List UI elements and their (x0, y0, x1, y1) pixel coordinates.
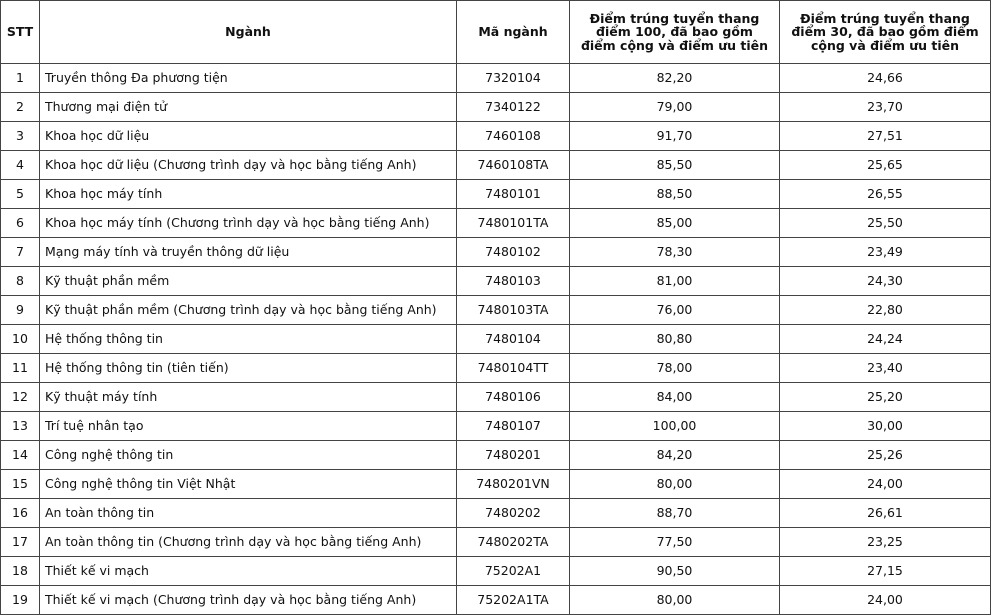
cell-major-code: 7480202TA (457, 528, 570, 557)
table-row (1, 238, 991, 267)
cell-score-30: 23,49 (780, 238, 991, 267)
cell-stt: 2 (1, 93, 40, 122)
cell-score-100: 82,20 (570, 64, 780, 93)
cell-score-100: 76,00 (570, 296, 780, 325)
cell-stt: 19 (1, 586, 40, 615)
cell-major-code: 7480201VN (457, 470, 570, 499)
cell-score-30: 25,50 (780, 209, 991, 238)
cell-major-name: Hệ thống thông tin (40, 325, 457, 354)
cell-stt: 17 (1, 528, 40, 557)
cell-major-name: Khoa học dữ liệu (40, 122, 457, 151)
cell-score-30: 26,55 (780, 180, 991, 209)
cell-major-code: 7480201 (457, 441, 570, 470)
table-row (1, 267, 991, 296)
table-row (1, 499, 991, 528)
cell-stt: 5 (1, 180, 40, 209)
table-row (1, 383, 991, 412)
table-row (1, 441, 991, 470)
cell-score-30: 30,00 (780, 412, 991, 441)
cell-major-name: Công nghệ thông tin (40, 441, 457, 470)
table-row (1, 180, 991, 209)
cell-major-name: Mạng máy tính và truyền thông dữ liệu (40, 238, 457, 267)
table-row (1, 557, 991, 586)
cell-score-100: 84,00 (570, 383, 780, 412)
cell-major-name: Thiết kế vi mạch (40, 557, 457, 586)
cell-score-100: 79,00 (570, 93, 780, 122)
cell-score-30: 23,70 (780, 93, 991, 122)
cell-stt: 10 (1, 325, 40, 354)
cell-stt: 3 (1, 122, 40, 151)
cell-score-30: 25,26 (780, 441, 991, 470)
header-score-30: Điểm trúng tuyển thang điểm 30, đã bao gồm điểm cộng và điểm ưu tiên (780, 1, 991, 64)
cell-score-100: 78,00 (570, 354, 780, 383)
cell-stt: 9 (1, 296, 40, 325)
table-row (1, 586, 991, 615)
table-row (1, 209, 991, 238)
header-code: Mã ngành (457, 1, 570, 64)
cell-score-30: 24,24 (780, 325, 991, 354)
cell-score-30: 24,30 (780, 267, 991, 296)
cell-major-code: 75202A1 (457, 557, 570, 586)
header-stt: STT (1, 1, 40, 64)
cell-score-100: 84,20 (570, 441, 780, 470)
cell-major-code: 7320104 (457, 64, 570, 93)
table-row (1, 354, 991, 383)
cell-major-code: 7480202 (457, 499, 570, 528)
cell-major-name: Thiết kế vi mạch (Chương trình dạy và học bằng tiếng Anh) (40, 586, 457, 615)
cell-stt: 12 (1, 383, 40, 412)
cell-major-name: Hệ thống thông tin (tiên tiến) (40, 354, 457, 383)
cell-stt: 6 (1, 209, 40, 238)
table-row (1, 412, 991, 441)
cell-major-name: An toàn thông tin (40, 499, 457, 528)
cell-score-30: 24,00 (780, 470, 991, 499)
table-row (1, 64, 991, 93)
cell-major-code: 7480101TA (457, 209, 570, 238)
cell-major-name: Kỹ thuật phần mềm (40, 267, 457, 296)
cell-major-name: Kỹ thuật máy tính (40, 383, 457, 412)
table-row (1, 151, 991, 180)
cell-major-name: Khoa học máy tính (Chương trình dạy và học bằng tiếng Anh) (40, 209, 457, 238)
cell-score-100: 100,00 (570, 412, 780, 441)
cell-major-code: 75202A1TA (457, 586, 570, 615)
cell-score-100: 85,00 (570, 209, 780, 238)
cell-score-30: 27,51 (780, 122, 991, 151)
cell-major-code: 7480102 (457, 238, 570, 267)
cell-score-100: 88,50 (570, 180, 780, 209)
header-name: Ngành (40, 1, 457, 64)
cell-score-100: 77,50 (570, 528, 780, 557)
cell-score-100: 81,00 (570, 267, 780, 296)
cell-score-100: 80,00 (570, 586, 780, 615)
cell-major-name: Thương mại điện tử (40, 93, 457, 122)
cell-major-code: 7340122 (457, 93, 570, 122)
cell-major-code: 7460108TA (457, 151, 570, 180)
cell-major-code: 7480103 (457, 267, 570, 296)
cell-major-name: An toàn thông tin (Chương trình dạy và học bằng tiếng Anh) (40, 528, 457, 557)
cell-score-100: 78,30 (570, 238, 780, 267)
cell-score-30: 23,40 (780, 354, 991, 383)
table-row (1, 325, 991, 354)
cell-major-code: 7480104 (457, 325, 570, 354)
cell-major-name: Trí tuệ nhân tạo (40, 412, 457, 441)
cell-stt: 18 (1, 557, 40, 586)
cell-stt: 7 (1, 238, 40, 267)
cell-stt: 15 (1, 470, 40, 499)
cell-score-100: 88,70 (570, 499, 780, 528)
cell-score-100: 91,70 (570, 122, 780, 151)
table-row (1, 528, 991, 557)
cell-major-code: 7480101 (457, 180, 570, 209)
cell-score-100: 85,50 (570, 151, 780, 180)
cell-major-name: Khoa học dữ liệu (Chương trình dạy và học bằng tiếng Anh) (40, 151, 457, 180)
table-row (1, 122, 991, 151)
cell-score-30: 22,80 (780, 296, 991, 325)
cell-stt: 13 (1, 412, 40, 441)
cell-score-100: 90,50 (570, 557, 780, 586)
cell-major-name: Khoa học máy tính (40, 180, 457, 209)
table-row (1, 93, 991, 122)
table-header-row (1, 1, 991, 64)
cell-major-name: Truyền thông Đa phương tiện (40, 64, 457, 93)
cell-major-code: 7480103TA (457, 296, 570, 325)
cell-major-code: 7480104TT (457, 354, 570, 383)
cell-score-30: 23,25 (780, 528, 991, 557)
cell-major-name: Kỹ thuật phần mềm (Chương trình dạy và học bằng tiếng Anh) (40, 296, 457, 325)
cell-major-name: Công nghệ thông tin Việt Nhật (40, 470, 457, 499)
table-row (1, 296, 991, 325)
cell-stt: 11 (1, 354, 40, 383)
cell-score-30: 27,15 (780, 557, 991, 586)
cell-stt: 16 (1, 499, 40, 528)
cell-score-100: 80,00 (570, 470, 780, 499)
table-row (1, 470, 991, 499)
cell-stt: 8 (1, 267, 40, 296)
cell-major-code: 7480106 (457, 383, 570, 412)
cell-score-30: 25,20 (780, 383, 991, 412)
cell-stt: 4 (1, 151, 40, 180)
header-score-100: Điểm trúng tuyển thang điểm 100, đã bao gồm điểm cộng và điểm ưu tiên (570, 1, 780, 64)
cell-stt: 1 (1, 64, 40, 93)
cell-major-code: 7480107 (457, 412, 570, 441)
cell-score-30: 24,66 (780, 64, 991, 93)
cell-major-code: 7460108 (457, 122, 570, 151)
cell-score-30: 26,61 (780, 499, 991, 528)
cell-score-30: 25,65 (780, 151, 991, 180)
cell-score-30: 24,00 (780, 586, 991, 615)
cell-stt: 14 (1, 441, 40, 470)
cell-score-100: 80,80 (570, 325, 780, 354)
